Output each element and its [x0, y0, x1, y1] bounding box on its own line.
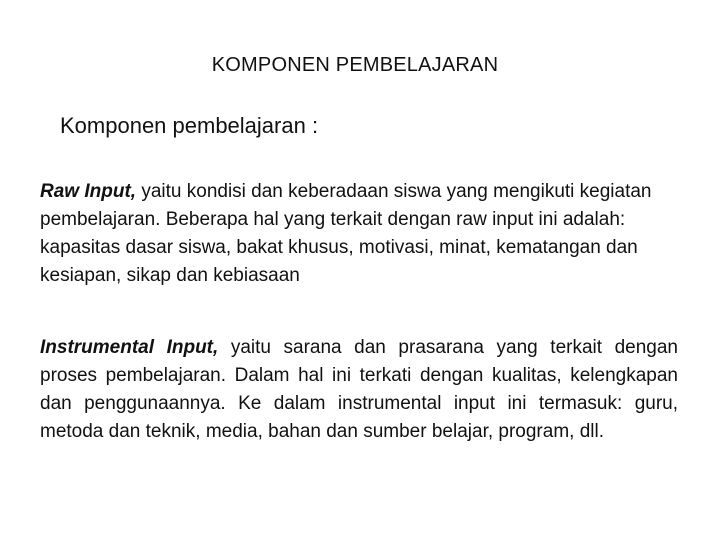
paragraph-instrumental-input-text: yaitu sarana dan prasarana yang terkait dengan proses pembelajaran. Dalam hal ini terkati dengan kualitas, kelengkapan dan penggunaannya. Ke dalam instrumental input ini termasuk: guru, metoda dan teknik, media, bahan dan sumber belajar, program, dll.: [40, 337, 679, 442]
paragraph-raw-input: [40, 178, 678, 290]
paragraph-raw-input-text: yaitu kondisi dan keberadaan siswa yang mengikuti kegiatan pembelajaran. Beberapa hal yang terkait dengan raw input ini adalah: kapasitas dasar siswa, bakat khusus, motivasi, minat, kematangan dan kesiapan, sikap dan kebiasaan: [40, 181, 652, 286]
term-instrumental-input: Instrumental Input,: [40, 337, 219, 358]
slide-title: KOMPONEN PEMBELAJARAN: [211, 54, 499, 76]
term-raw-input: Raw Input,: [40, 181, 137, 202]
paragraph-instrumental-input: [40, 334, 678, 446]
slide-subtitle: Komponen pembelajaran :: [60, 113, 319, 138]
